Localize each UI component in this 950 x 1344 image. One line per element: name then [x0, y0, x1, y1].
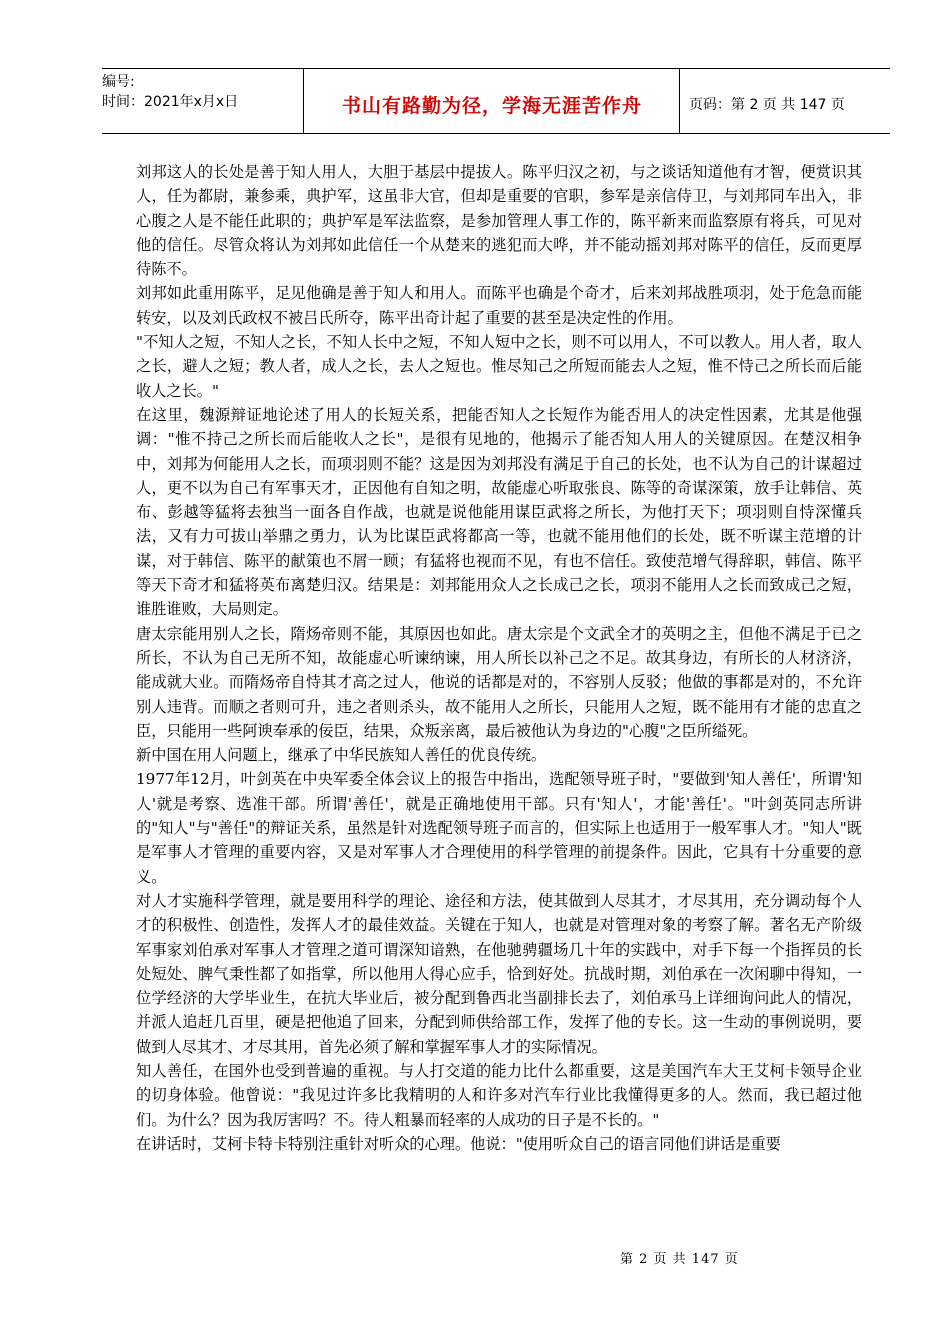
paragraph: 刘邦如此重用陈平，足见他确是善于知人和用人。而陈平也确是个奇才，后来刘邦战胜项羽，处于危急而能转安，以及刘氏政权不被吕氏所夺，陈平出奇计起了重要的甚至是决定性的作用。 — [136, 284, 862, 327]
paragraph: 对人才实施科学管理，就是要用科学的理论、途径和方法，使其做到人尽其才，才尽其用，充分调动每个人才的积极性、创造性，发挥人才的最佳效益。关键在于知人，也就是对管理对象的考察了解。著名无产阶级军事家刘伯承对军事人才管理之道可谓深知谙熟，在他驰骋疆场几十年的实践中，对手下每一个指挥员的长处短处、脾气秉性都了如指掌，所以他用人得心应手，恰到好处。抗战时期，刘伯承在一次闲聊中得知，一位学经济的大学毕业生，在抗大毕业后，被分配到鲁西北当副排长去了，刘伯承马上详细询问此人的情况，并派人追赶几百里，硬是把他追了回来，分配到师供给部工作，发挥了他的专长。这一生动的事例说明，要做到人尽其才、才尽其用，首先必须了解和掌握军事人才的实际情况。 — [136, 891, 862, 1056]
header-info-cell — [102, 69, 304, 133]
paragraph: "不知人之短，不知人之长，不知人长中之短，不知人短中之长，则不可以用人，不可以教人。用人者，取人之长，避人之短；教人者，成人之长，去人之短也。惟尽知己之所短而能去人之短，惟不恃己之所长而后能收人之长。" — [136, 333, 862, 400]
document-time-label: 时间：2021年x月x日 — [102, 94, 239, 110]
document-number-label: 编号: — [102, 74, 135, 90]
header-page-number: 页码：第 2 页 共 147 页 — [689, 97, 845, 113]
paragraph: 知人善任，在国外也受到普遍的重视。与人打交道的能力比什么都重要，这是美国汽车大王艾柯卡领导企业的切身体验。他曾说："我见过许多比我精明的人和许多对汽车行业比我懂得更多的人。然而，我已超过他们。为什么？因为我厉害吗？不。待人粗暴而轻率的人成功的日子是不长的。" — [136, 1061, 862, 1129]
document-body — [136, 160, 862, 1156]
paragraph: 刘邦这人的长处是善于知人用人，大胆于基层中提拔人。陈平归汉之初，与之谈话知道他有才智，便赏识其人，任为都尉，兼参乘，典护军，这虽非大官，但却是重要的官职，参军是亲信侍卫，与刘邦同车出入，非心腹之人是不能任此职的；典护军是军法监察，是参加管理人事工作的，陈平新来而监察原有将兵，可见对他的信任。尽管众将认为刘邦如此信任一个从楚来的逃犯而大哗，并不能动摇刘邦对陈平的信任，反而更厚待陈不。 — [136, 163, 862, 279]
paragraph: 1977年12月，叶剑英在中央军委全体会议上的报告中指出，选配领导班子时，"要做到'知人善任'，所谓'知人'就是考察、选准干部。所谓'善任'，就是正确地使用干部。只有'知人'，才能'善任'。"叶剑英同志所讲的"知人"与"善任"的辩证关系，虽然是针对选配领导班子而言的，但实际上也适用于一般军事人才。"知人"既是军事人才管理的重要内容，又是对军事人才合理使用的科学管理的前提条件。因此，它具有十分重要的意义。 — [136, 770, 862, 886]
paragraph: 在讲话时，艾柯卡特卡特别注重针对听众的心理。他说："使用听众自己的语言同他们讲话是重要 — [136, 1134, 781, 1153]
paragraph: 唐太宗能用别人之长，隋炀帝则不能，其原因也如此。唐太宗是个文武全才的英明之主，但他不满足于已之所长，不认为自己无所不知，故能虚心听谏纳谏，用人所长以补己之不足。故其身边，有所长的人材济济，能成就大业。而隋炀帝自恃其才高之过人，他说的话都是对的，不容别人反驳；他做的事都是对的，不允许别人违背。而顺之者则可升，违之者则杀头，故不能用人之所长，只能用人之短，既不能用有才能的忠直之臣，只能用一些阿谀奉承的佞臣，结果，众叛亲离，最后被他认为身边的"心腹"之臣所缢死。 — [136, 624, 862, 740]
paragraph: 在这里，魏源辩证地论述了用人的长短关系，把能否知人之长短作为能否用人的决定性因素，尤其是他强调："惟不持己之所长而后能收人之长"，是很有见地的，他揭示了能否知人用人的关键原因。在楚汉相争中，刘邦为何能用人之长，而项羽则不能？这是因为刘邦没有满足于自己的长处，也不认为自己的计谋超过人，更不以为自己有军事天才，正因他有自知之明，故能虚心听取张良、陈等的奇谋深策，放手让韩信、英布、彭越等猛将去独当一面各自作战，也就是说他能用谋臣武将之所长，为他打天下；项羽则自恃深懂兵法，又有力可拔山举鼎之勇力，认为比谋臣武将都高一等，也就不能用他们的长处，既不听谋主范增的计谋，对于韩信、陈平的献策也不屑一顾；有猛将也视而不见，有也不信任。致使范增气得辞职，韩信、陈平等天下奇才和猛将英布离楚归汉。结果是：刘邦能用众人之长成己之长，项羽不能用人之长而致成己之短，谁胜谁败，大局则定。 — [136, 405, 862, 619]
page-header — [102, 68, 890, 134]
header-motto: 书山有路勤为径，学海无涯苦作舟 — [305, 69, 680, 133]
page-footer: 第 2 页 共 147 页 — [620, 1252, 739, 1267]
paragraph: 新中国在用人问题上，继承了中华民族知人善任的优良传统。 — [136, 746, 547, 765]
